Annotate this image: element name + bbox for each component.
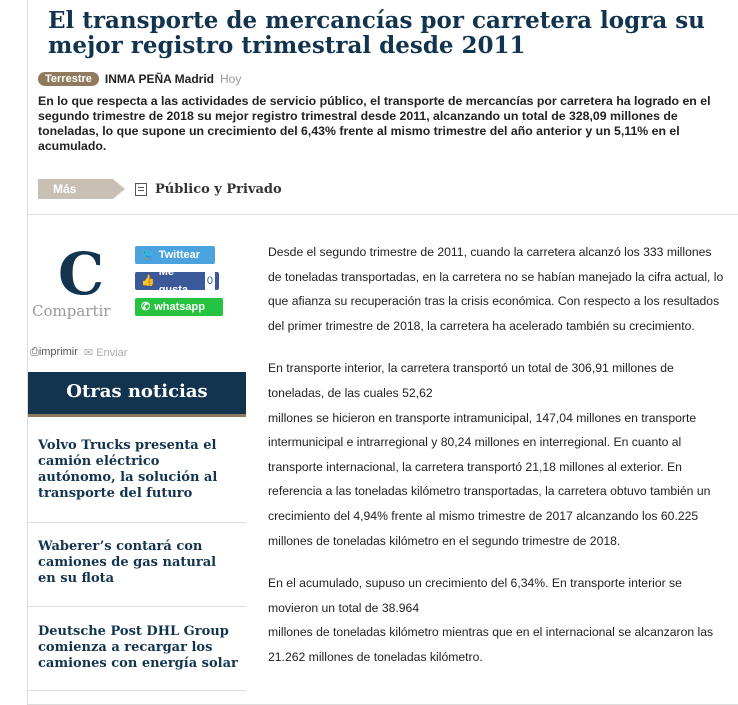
twitter-button[interactable]	[135, 246, 215, 264]
share-box	[30, 240, 240, 330]
news-item[interactable]	[28, 624, 246, 672]
divider	[28, 606, 246, 607]
news-item-title: Volvo Trucks presenta el camión eléctrico autónomo, la solución al transporte del futuro	[38, 438, 218, 501]
site-logo: C	[58, 240, 105, 308]
category-tag[interactable]: Terrestre	[38, 72, 99, 86]
author-name: INMA PEÑA Madrid	[104, 72, 215, 86]
send-label: Enviar	[96, 347, 128, 359]
body-paragraph	[268, 356, 728, 553]
print-label: imprimir	[38, 346, 78, 358]
facebook-label: Me gusta	[158, 266, 189, 296]
sidebar-heading: Otras noticias	[28, 372, 246, 417]
article-page	[27, 0, 738, 705]
article-tools	[30, 346, 127, 359]
section-link[interactable]: Público y Privado	[155, 181, 282, 197]
more-bar	[38, 179, 282, 199]
news-item-title: Deutsche Post DHL Group comienza a recargar los camiones con energía solar	[38, 624, 238, 671]
divider	[28, 214, 738, 215]
share-label: Compartir	[32, 302, 111, 320]
thumbs-up-icon: 👍	[141, 275, 155, 287]
divider	[28, 522, 246, 523]
body-text: En el acumulado, supuso un crecimiento del 6,34%. En transporte interior se movieron un total de 38.964	[268, 576, 682, 615]
article-lead: En lo que respecta a las actividades de servicio público, el transporte de mercancías por carretera ha logrado en el segundo trimestre de 2018 su mejor registro trimestral desde 2011, alcanzando un total de 328,09 millones de toneladas, lo que supone un crecimiento del 6,43% frente al mismo trimestre del año anterior y un 5,11% en el acumulado.	[38, 94, 711, 153]
news-item[interactable]	[28, 438, 246, 502]
body-paragraph: Desde el segundo trimestre de 2011, cuando la carretera alcanzó los 333 millones de toneladas transportadas, en la carretera no se habían manejado la cifra actual, lo que afianza su recuperación tras la crisis económica. Con respecto a los resultados del primer trimestre de 2018, la carretera ha acelerado también su crecimiento.	[268, 245, 724, 333]
more-button[interactable]: Más	[38, 179, 113, 199]
like-count: 0	[205, 272, 215, 290]
whatsapp-button[interactable]	[135, 298, 223, 316]
whatsapp-label: whatsapp	[154, 301, 205, 313]
news-item-title: Waberer’s contará con camiones de gas natural en su flota	[38, 539, 217, 586]
document-icon	[135, 183, 147, 196]
whatsapp-icon: ✆	[141, 301, 151, 313]
article-title: El transporte de mercancías por carretera logra su mejor registro trimestral desde 2011	[48, 7, 705, 59]
send-link[interactable]	[84, 346, 127, 359]
body-text: En transporte interior, la carretera transportó un total de 306,91 millones de toneladas, de las cuales 52,62	[268, 361, 674, 400]
twitter-label: Twittear	[158, 249, 201, 261]
print-link[interactable]	[30, 346, 78, 359]
divider	[28, 690, 246, 691]
facebook-like-button[interactable]	[135, 266, 219, 296]
envelope-icon: ✉	[83, 347, 94, 359]
article-body	[268, 240, 728, 688]
publish-date: Hoy	[220, 72, 242, 86]
article-meta	[38, 71, 241, 87]
body-text: millones se hicieron en transporte intramunicipal, 147,04 millones en transporte intermunicipal e intrarregional y 80,24 millones en interregional. En cuanto al transporte internacional, la carretera transportó 21,18 millones al exterior. En referencia a las toneladas kilómetro transportadas, la carretera obtuvo también un crecimiento del 4,94% frente al mismo trimestre de 2017 alcanzando los 60.225 millones de toneladas kilómetro en el segundo trimestre de 2018.	[268, 410, 711, 548]
body-text: millones de toneladas kilómetro mientras que en el internacional se alcanzaron las 21.262 millones de toneladas kilómetro.	[268, 625, 714, 664]
news-item[interactable]	[28, 539, 246, 587]
body-paragraph	[268, 571, 728, 669]
twitter-icon: 🐦	[141, 249, 155, 261]
printer-icon: ⎙	[30, 346, 39, 358]
